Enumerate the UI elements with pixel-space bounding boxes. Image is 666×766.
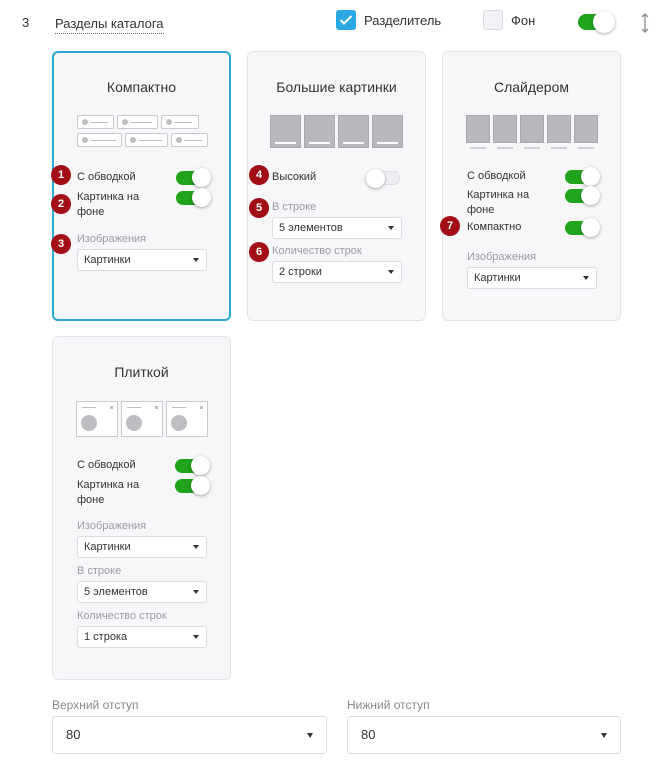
divider-label: Разделитель	[364, 13, 442, 28]
chevron-down-icon	[193, 590, 199, 594]
images-select-value: Картинки	[84, 254, 131, 266]
bottom-padding-select[interactable]	[347, 716, 621, 754]
chevron-down-icon	[307, 733, 313, 738]
opt-compact-label: Компактно	[467, 221, 522, 233]
divider-checkbox[interactable]	[336, 10, 356, 30]
toggle-knob	[593, 11, 615, 33]
card-title: Большие картинки	[276, 79, 397, 95]
rows-label: Количество строк	[272, 245, 362, 257]
background-label: Фон	[511, 13, 536, 28]
opt-border-toggle[interactable]	[175, 459, 207, 473]
bottom-padding-label: Нижний отступ	[347, 698, 430, 712]
block-visibility-toggle[interactable]	[578, 14, 612, 30]
card-compact[interactable]	[52, 51, 231, 321]
rows-select[interactable]	[272, 261, 402, 283]
badge-1: 1	[51, 165, 71, 185]
opt-bg-label: Картинка на фоне	[77, 479, 140, 506]
opt-bg-label: Картинка на фоне	[77, 191, 140, 218]
per-row-value: 5 элементов	[279, 222, 343, 234]
chevron-down-icon	[601, 733, 607, 738]
chevron-down-icon	[193, 545, 199, 549]
images-select-value: Картинки	[474, 272, 521, 284]
section-title[interactable]: Разделы каталога	[55, 16, 164, 34]
card-slider[interactable]	[442, 51, 621, 321]
images-label: Изображения	[77, 233, 147, 245]
rows-value: 2 строки	[279, 266, 322, 278]
top-padding-label: Верхний отступ	[52, 698, 139, 712]
opt-border-label: С обводкой	[77, 171, 136, 183]
chevron-down-icon	[388, 226, 394, 230]
row-number: 3	[22, 15, 30, 30]
chevron-down-icon	[193, 635, 199, 639]
opt-bg-label: Картинка на фоне	[467, 189, 530, 216]
images-label: Изображения	[467, 251, 537, 263]
badge-2: 2	[51, 194, 71, 214]
images-select[interactable]	[77, 249, 207, 271]
rows-select[interactable]	[77, 626, 207, 648]
badge-3: 3	[51, 234, 71, 254]
opt-border-label: С обводкой	[467, 170, 526, 182]
per-row-label: В строке	[272, 201, 317, 213]
opt-tall-toggle[interactable]	[368, 171, 400, 185]
images-label: Изображения	[77, 520, 147, 532]
images-select[interactable]	[467, 267, 597, 289]
check-icon	[339, 14, 353, 26]
per-row-label: В строке	[77, 565, 122, 577]
top-padding-value: 80	[66, 727, 81, 742]
opt-bg-toggle[interactable]	[176, 191, 208, 205]
card-title: Компактно	[106, 79, 177, 95]
opt-compact-toggle[interactable]	[565, 221, 597, 235]
badge-5: 5	[249, 198, 269, 218]
images-select[interactable]	[77, 536, 207, 558]
bottom-padding-value: 80	[361, 727, 376, 742]
opt-bg-toggle[interactable]	[565, 189, 597, 203]
card-title: Плиткой	[114, 364, 169, 380]
background-checkbox[interactable]	[483, 10, 503, 30]
badge-4: 4	[249, 165, 269, 185]
opt-border-label: С обводкой	[77, 459, 136, 471]
chevron-down-icon	[193, 258, 199, 262]
badge-7: 7	[440, 216, 460, 236]
rows-label: Количество строк	[77, 610, 167, 622]
card-big-pictures[interactable]	[247, 51, 426, 321]
card-tiles[interactable]	[52, 336, 231, 680]
badge-6: 6	[249, 242, 269, 262]
images-select-value: Картинки	[84, 541, 131, 553]
per-row-select[interactable]	[272, 217, 402, 239]
per-row-value: 5 элементов	[84, 586, 148, 598]
rows-value: 1 строка	[84, 631, 128, 643]
per-row-select[interactable]	[77, 581, 207, 603]
opt-border-toggle[interactable]	[176, 171, 208, 185]
opt-border-toggle[interactable]	[565, 170, 597, 184]
card-title: Слайдером	[493, 79, 570, 95]
chevron-down-icon	[388, 270, 394, 274]
vertical-resize-icon[interactable]	[640, 12, 650, 34]
opt-tall-label: Высокий	[272, 171, 317, 183]
chevron-down-icon	[583, 276, 589, 280]
top-padding-select[interactable]	[52, 716, 327, 754]
opt-bg-toggle[interactable]	[175, 479, 207, 493]
